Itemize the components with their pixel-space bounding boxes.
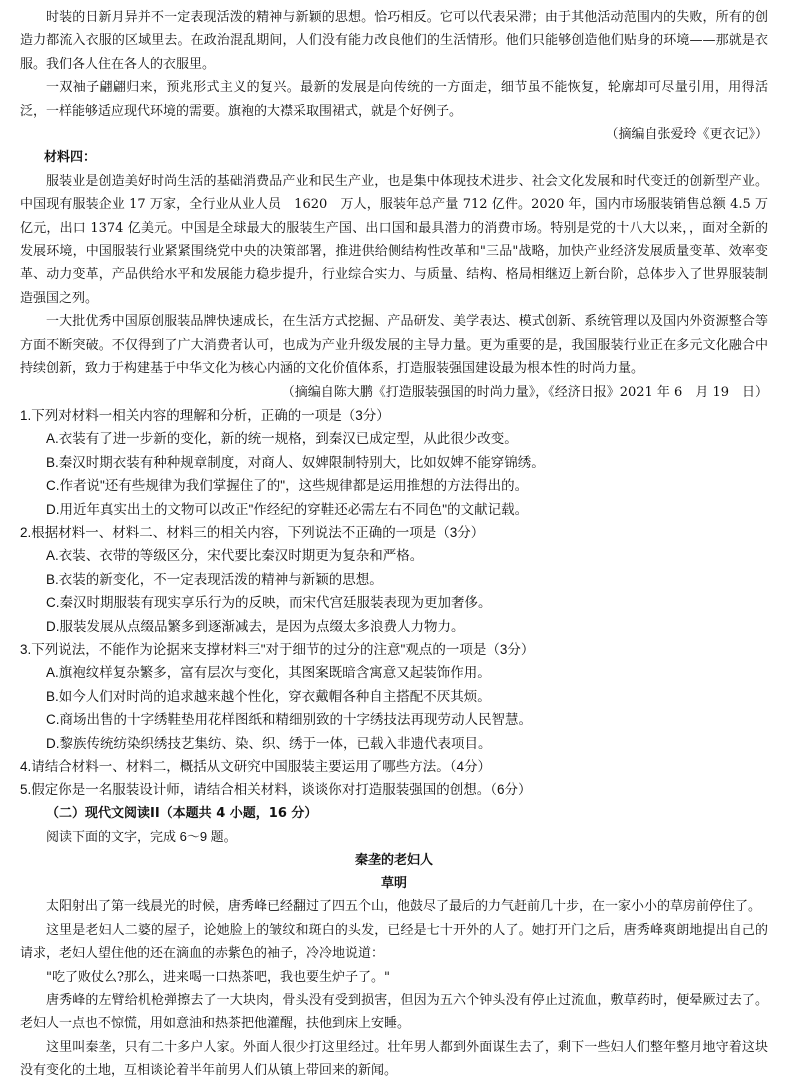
body-paragraph: 一大批优秀中国原创服装品牌快速成长，在生活方式挖掘、产品研发、美学表达、模式创新、系统管理以及国内外资源整合等方面不断突破。不仅得到了广大消费者认可，也成为产业升级发展的主导力量。更为重要的是，我国服装行业正在多元文化融合中持续创新，致力于构建基于中华文化为核心内涵的文化价值体系，打造服装强国建设最为根本性的时尚力量。 — [20, 314, 768, 377]
question-option: C.作者说"还有些规律为我们掌握住了的"，这些规律都是运用推想的方法得出的。 — [46, 478, 529, 494]
story-paragraph: 唐秀峰的左臂给机枪弹擦去了一大块肉，骨头没有受到损害，但因为五六个钟头没有停止过流血，敷草药时，便晕厥过去了。老妇人一点也不惊慌，用如意油和热茶把他灌醒，扶他到床上安睡。 — [20, 993, 768, 1032]
question-option: B.秦汉时期衣装有种种规章制度，对商人、奴婢限制特别大，比如奴婢不能穿锦绣。 — [46, 454, 545, 470]
source-citation: （摘编自陈大鹏《打造服装强国的时尚力量》，《经济日报》2021 年 6 月 19 日） — [281, 384, 768, 400]
material-label: 材料四： — [44, 150, 97, 166]
story-title: 秦垄的老妇人 — [354, 852, 433, 868]
question-option: B.衣装的新变化，不一定表现活泼的精神与新颖的思想。 — [46, 571, 383, 587]
story-author: 草明 — [380, 876, 407, 892]
question-option: D.服装发展从点缀品繁多到逐渐减去，是因为点缀太多浪费人力物力。 — [46, 618, 465, 634]
story-paragraph: 这里是老妇人二婆的屋子，论她脸上的皱纹和斑白的头发，已经是七十开外的人了。她打开门之后，唐秀峰爽朗地提出自己的请求，老妇人望住他的还在滴血的赤紫色的袖子，冷冷地说道： — [20, 922, 768, 962]
body-paragraph: 时装的日新月异并不一定表现活泼的精神与新颖的思想。恰巧相反。它可以代表呆滞；由于其他活动范围内的失败，所有的创造力都流入衣服的区域里去。在政治混乱期间，人们没有能力改良他们的生活情形。他们只能够创造他们贴身的环境——那就是衣服。我们各人住在各人的衣服里。 — [20, 10, 768, 72]
question-option: D.用近年真实出土的文物可以改正"作经纪的穿鞋还必需左右不同色"的文献记载。 — [46, 501, 529, 517]
question-stem: 1.下列对材料一相关内容的理解和分析，正确的一项是（3分） — [20, 407, 390, 423]
question-option: C.秦汉时期服装有现实享乐行为的反映，而宋代宫廷服装表现为更加奢侈。 — [46, 595, 492, 611]
question-stem: 3.下列说法，不能作为论据来支撑材料三"对于细节的过分的注意"观点的一项是（3分） — [20, 641, 535, 657]
question-2 — [20, 521, 768, 638]
body-paragraph: 一双袖子翩翩归来，预兆形式主义的复兴。最新的发展是向传统的一方面走，细节虽不能恢复，轮廓却可尽量引用，用得活泛，一样能够适应现代环境的需要。旗袍的大襟采取围裙式，就是个好例子。 — [20, 80, 768, 119]
question-5-stem: 5.假定你是一名服装设计师，请结合相关材料，谈谈你对打造服装强国的创想。（6分） — [20, 782, 532, 798]
story-paragraph: "吃了败仗么?那么，进来喝一口热茶吧，我也要生炉子了。" — [46, 969, 390, 985]
question-option: A.旗袍纹样复杂繁多，富有层次与变化，其图案既暗含寓意又起装饰作用。 — [46, 665, 491, 681]
story-paragraph: 这里叫秦垄，只有二十多户人家。外面人很少打这里经过。壮年男人都到外面谋生去了，剩下一些妇人们整年整月地守着这块没有变化的土地，互相谈论着半年前男人们从镇上带回来的新闻。 — [20, 1039, 768, 1079]
story-paragraph: 太阳射出了第一线晨光的时候，唐秀峰已经翻过了四五个山，他鼓尽了最后的力气赶前几十步，在一家小小的草房前停住了。 — [46, 899, 762, 915]
question-option: A.衣装有了进一步新的变化，新的统一规格，到秦汉已成定型，从此很少改变。 — [46, 431, 518, 447]
question-4-stem: 4.请结合材料一、材料二，概括从文研究中国服装主要运用了哪些方法。（4分） — [20, 759, 492, 774]
question-3 — [20, 638, 768, 755]
question-stem: 2.根据材料一、材料二、材料三的相关内容，下列说法不正确的一项是（3分） — [20, 524, 485, 540]
question-option: D.黎族传统纺染织绣技艺集纺、染、织、绣于一体，已载入非遗代表项目。 — [46, 735, 492, 751]
question-option: C.商场出售的十字绣鞋垫用花样图纸和精细别致的十字绣技法再现劳动人民智慧。 — [46, 712, 532, 728]
body-paragraph: 服装业是创造美好时尚生活的基础消费品产业和民生产业，也是集中体现技术进步、社会文化发展和时代变迁的创新型产业。中国现有服装企业 17 万家，全行业从业人员 1620 万人，服装年总产量 712 亿件。2020 年，国内市场服装销售总额 4.5 万亿元，出口 1374 亿美元。中国是全球最大的服装生产国、出口国和最具潜力的消费市场。特别是党的十八大以来，，面对全新的发展环境，中国服装行业紧紧围绕党中央的决策部署，推进供给侧结构性改革和"三品"战略，加快产业经济发展质量变革、效率变革、动力变革，产品供给水平和发展能力稳步提升，行业综合实力、与质量、结构、格局相继迈上新台阶，总体步入了世界服装制造强国之列。 — [20, 173, 768, 306]
question-1 — [20, 404, 768, 521]
section-title: （二）现代文阅读II（本题共 4 小题，16 分） — [46, 805, 318, 821]
question-option: B.如今人们对时尚的追求越来越个性化，穿衣戴帽各种自主搭配不厌其烦。 — [46, 688, 491, 704]
question-option: A.衣装、衣带的等级区分，宋代要比秦汉时期更为复杂和严格。 — [46, 548, 424, 564]
instruction: 阅读下面的文字，完成 6～9 题。 — [46, 829, 237, 845]
source-citation: （摘编自张爱玲《更衣记》） — [605, 127, 768, 143]
